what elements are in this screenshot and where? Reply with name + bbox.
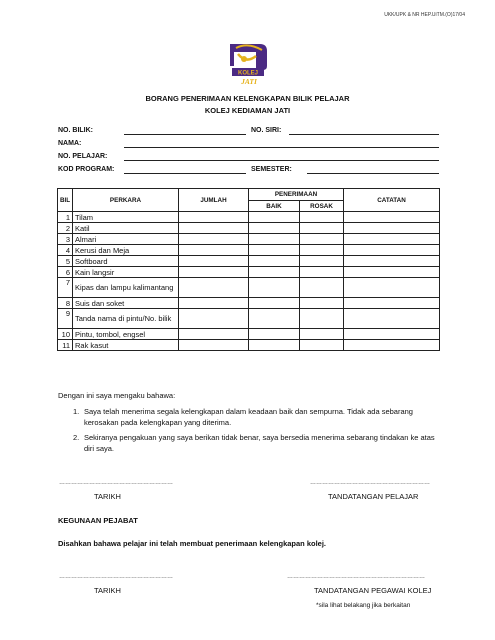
catatan-cell[interactable] [344,234,440,245]
declaration-number: 1. [73,407,80,416]
row-number: 5 [58,256,73,267]
rosak-cell[interactable] [300,212,344,223]
office-use-heading: KEGUNAAN PEJABAT [58,516,138,525]
baik-cell[interactable] [249,329,300,340]
declaration-text: Saya telah menerima segala kelengkapan dalam keadaan baik dan sempurna. Tidak ada sebarang kerosakan pada kelengkapan yang diterima. [84,407,413,427]
kolej-jati-logo [226,40,270,86]
row-number: 9 [58,309,73,329]
catatan-cell[interactable] [344,329,440,340]
table-row [58,267,440,278]
row-item: Suis dan soket [73,298,179,309]
table-row [58,340,440,351]
catatan-cell[interactable] [344,245,440,256]
rosak-cell[interactable] [300,267,344,278]
jumlah-cell[interactable] [179,298,249,309]
rosak-cell[interactable] [300,245,344,256]
semester-label: SEMESTER: [251,166,292,173]
catatan-cell[interactable] [344,278,440,298]
no-bilik-label: NO. BILIK: [58,127,93,134]
header-catatan: CATATAN [344,189,440,212]
footnote: *sila lihat belakang jika berkaitan [316,602,411,609]
form-subtitle: KOLEJ KEDIAMAN JATI [204,106,291,115]
baik-cell[interactable] [249,298,300,309]
student-signature-label: TANDATANGAN PELAJAR [328,492,419,501]
declaration-intro: Dengan ini saya mengaku bahawa: [58,391,176,400]
catatan-cell[interactable] [344,256,440,267]
catatan-cell[interactable] [344,267,440,278]
table-row [58,256,440,267]
table-row [58,223,440,234]
baik-cell[interactable] [249,278,300,298]
row-item: Softboard [73,256,179,267]
form-title: BORANG PENERIMAAN KELENGKAPAN BILIK PELAJAR [145,94,350,103]
row-number: 1 [58,212,73,223]
jumlah-cell[interactable] [179,309,249,329]
logo-text-jati: JATI [241,77,257,86]
rosak-cell[interactable] [300,298,344,309]
rosak-cell[interactable] [300,329,344,340]
declaration-text: Sekiranya pengakuan yang saya berikan tidak benar, saya bersedia menerima sebarang tindakan ke atas diri saya. [84,433,435,453]
equipment-table [57,188,440,351]
jumlah-cell[interactable] [179,245,249,256]
logo-text-kolej: KOLEJ [237,70,259,77]
declaration-number: 2. [73,433,80,442]
semester-field[interactable] [307,173,439,174]
no-siri-label: NO. SIRI: [251,127,282,134]
rosak-cell[interactable] [300,234,344,245]
row-item: Rak kasut [73,340,179,351]
jumlah-cell[interactable] [179,234,249,245]
rosak-cell[interactable] [300,256,344,267]
header-penerimaan: PENERIMAAN [249,189,344,201]
table-row [58,245,440,256]
baik-cell[interactable] [249,267,300,278]
row-item: Tilam [73,212,179,223]
kod-program-label: KOD PROGRAM: [58,166,115,173]
declaration-item [73,433,443,454]
office-statement: Disahkan bahawa pelajar ini telah membuat penerimaan kelengkapan kolej. [58,539,327,548]
row-number: 7 [58,278,73,298]
baik-cell[interactable] [249,340,300,351]
jumlah-cell[interactable] [179,329,249,340]
row-number: 6 [58,267,73,278]
officer-signature-label: TANDATANGAN PEGAWAI KOLEJ [314,586,432,595]
kod-program-field[interactable] [124,173,246,174]
row-item: Katil [73,223,179,234]
catatan-cell[interactable] [344,309,440,329]
row-item: Almari [73,234,179,245]
nama-field[interactable] [124,147,439,148]
row-item: Pintu, tombol, engsel [73,329,179,340]
baik-cell[interactable] [249,212,300,223]
declaration-item [73,407,443,428]
header-rosak: ROSAK [300,201,344,212]
office-tarikh-label: TARIKH [94,586,121,595]
no-pelajar-field[interactable] [124,160,439,161]
officer-signature-dotted-line[interactable]: …………………………………………………………… [287,574,425,580]
row-number: 3 [58,234,73,245]
catatan-cell[interactable] [344,212,440,223]
rosak-cell[interactable] [300,278,344,298]
header-bil: BIL [58,189,73,212]
jumlah-cell[interactable] [179,212,249,223]
baik-cell[interactable] [249,256,300,267]
no-pelajar-label: NO. PELAJAR: [58,153,108,160]
row-item: Kerusi dan Meja [73,245,179,256]
tarikh-label: TARIKH [94,492,121,501]
rosak-cell[interactable] [300,309,344,329]
baik-cell[interactable] [249,245,300,256]
jumlah-cell[interactable] [179,223,249,234]
header-baik: BAIK [249,201,300,212]
student-signature-dotted-line[interactable]: …………………………………………………… [310,480,430,486]
row-number: 11 [58,340,73,351]
baik-cell[interactable] [249,234,300,245]
catatan-cell[interactable] [344,223,440,234]
table-row [58,309,440,329]
row-item: Kipas dan lampu kalimantang [73,278,179,298]
no-siri-field[interactable] [289,134,439,135]
no-bilik-field[interactable] [124,134,246,135]
rosak-cell[interactable] [300,223,344,234]
catatan-cell[interactable] [344,340,440,351]
header-perkara: PERKARA [73,189,179,212]
row-item: Kain langsir [73,267,179,278]
jumlah-cell[interactable] [179,256,249,267]
jumlah-cell[interactable] [179,278,249,298]
baik-cell[interactable] [249,223,300,234]
office-tarikh-dotted-line[interactable]: ………………………………………………… [59,574,173,580]
table-row [58,329,440,340]
header-jumlah: JUMLAH [179,189,249,212]
baik-cell[interactable] [249,309,300,329]
catatan-cell[interactable] [344,298,440,309]
form-reference-code: UKK/UPK & NR HEP.UiTM.(O)17/04 [384,12,465,18]
kolej-jati-logo-graphic [226,40,270,86]
table-row [58,298,440,309]
rosak-cell[interactable] [300,340,344,351]
row-number: 8 [58,298,73,309]
tarikh-dotted-line[interactable]: ………………………………………………… [59,480,173,486]
row-number: 2 [58,223,73,234]
row-number: 10 [58,329,73,340]
nama-label: NAMA: [58,140,82,147]
table-row [58,212,440,223]
row-item: Tanda nama di pintu/No. bilik [73,309,179,329]
jumlah-cell[interactable] [179,340,249,351]
jumlah-cell[interactable] [179,267,249,278]
table-row [58,234,440,245]
table-row [58,278,440,298]
row-number: 4 [58,245,73,256]
